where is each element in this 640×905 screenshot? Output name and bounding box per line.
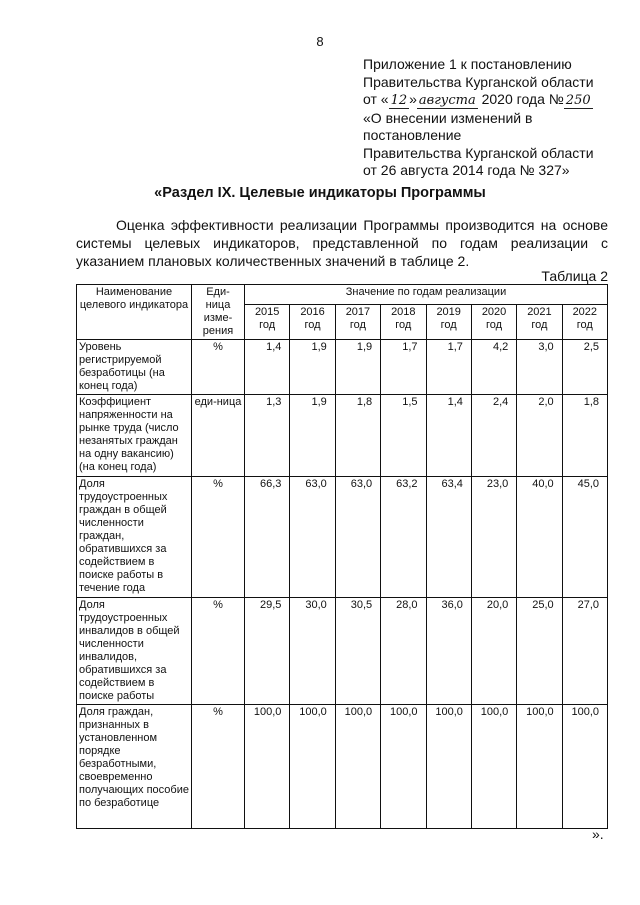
table-label: Таблица 2 xyxy=(541,268,608,284)
indicator-value: 36,0 xyxy=(426,598,471,705)
table-row xyxy=(77,395,608,477)
section-title: «Раздел IX. Целевые индикаторы Программы xyxy=(154,185,486,201)
indicator-value: 2,4 xyxy=(471,395,516,477)
indicator-value: 100,0 xyxy=(381,705,426,829)
date-mid: » xyxy=(409,91,417,107)
header-year: 2020 год xyxy=(471,304,516,339)
table-row xyxy=(77,340,608,395)
indicator-value: 63,2 xyxy=(381,477,426,598)
indicator-value: 2,0 xyxy=(517,395,562,477)
appendix-line-3 xyxy=(363,91,633,110)
indicator-value: 100,0 xyxy=(290,705,335,829)
indicator-value: 66,3 xyxy=(245,477,290,598)
indicator-value: 2,5 xyxy=(562,340,607,395)
header-year: 2018 год xyxy=(381,304,426,339)
indicator-value: 4,2 xyxy=(471,340,516,395)
header-unit: Еди-ница изме-рения xyxy=(192,285,245,340)
indicator-value: 100,0 xyxy=(517,705,562,829)
indicator-value: 1,4 xyxy=(426,395,471,477)
indicator-value: 30,5 xyxy=(335,598,380,705)
indicator-value: 23,0 xyxy=(471,477,516,598)
table-body xyxy=(77,340,608,829)
indicator-value: 100,0 xyxy=(471,705,516,829)
appendix-line-6: Правительства Курганской области xyxy=(363,144,594,161)
header-year: 2019 год xyxy=(426,304,471,339)
date-prefix: от « xyxy=(363,91,389,107)
indicator-value: 1,9 xyxy=(290,395,335,477)
header-year: 2016 год xyxy=(290,304,335,339)
intro-paragraph: Оценка эффективности реализации Программы производится на основе системы целевых индикаторов, представленной по годам реализации с указанием плановых количественных значений в таблице 2. xyxy=(76,217,608,269)
indicator-value: 63,4 xyxy=(426,477,471,598)
indicator-value: 1,7 xyxy=(381,340,426,395)
indicator-value: 1,9 xyxy=(335,340,380,395)
date-year: 2020 года № xyxy=(477,91,564,107)
indicator-value: 27,0 xyxy=(562,598,607,705)
table-row xyxy=(77,477,608,598)
appendix-line-1: Приложение 1 к постановлению xyxy=(363,56,572,72)
table-row xyxy=(77,598,608,705)
handwritten-month: августа xyxy=(418,93,476,108)
handwritten-number: 250 xyxy=(565,93,591,108)
appendix-line-4: «О внесении изменений в xyxy=(363,109,533,126)
indicator-value: 100,0 xyxy=(245,705,290,829)
header-values: Значение по годам реализации xyxy=(245,285,608,305)
indicator-value: 100,0 xyxy=(426,705,471,829)
indicator-value: 28,0 xyxy=(381,598,426,705)
indicator-value: 29,5 xyxy=(245,598,290,705)
header-name: Наименование целевого индикатора xyxy=(77,285,192,340)
header-year: 2021 год xyxy=(517,304,562,339)
header-year: 2022 год xyxy=(562,304,607,339)
indicator-value: 40,0 xyxy=(517,477,562,598)
indicator-value: 1,5 xyxy=(381,395,426,477)
indicator-value: 30,0 xyxy=(290,598,335,705)
indicators-table xyxy=(76,284,608,829)
indicator-value: 63,0 xyxy=(290,477,335,598)
indicator-unit: еди-ница xyxy=(192,395,245,477)
appendix-block xyxy=(363,56,633,180)
page-number: 8 xyxy=(316,34,324,49)
indicator-name: Уровень регистрируемой безработицы (на конец года) xyxy=(77,340,192,395)
indicator-value: 1,8 xyxy=(335,395,380,477)
indicator-value: 20,0 xyxy=(471,598,516,705)
indicator-value: 25,0 xyxy=(517,598,562,705)
indicator-value: 1,8 xyxy=(562,395,607,477)
indicator-value: 1,7 xyxy=(426,340,471,395)
indicator-value: 1,9 xyxy=(290,340,335,395)
indicator-value: 100,0 xyxy=(562,705,607,829)
closing-quote: ». xyxy=(592,826,604,842)
indicator-value: 63,0 xyxy=(335,477,380,598)
appendix-line-5: постановление xyxy=(363,127,462,143)
indicator-unit: % xyxy=(192,340,245,395)
indicator-name: Доля трудоустроенных граждан в общей численности граждан, обратившихся за содействием в поиске работы в течение года xyxy=(77,477,192,598)
indicator-unit: % xyxy=(192,705,245,829)
header-year: 2015 год xyxy=(245,304,290,339)
indicator-unit: % xyxy=(192,598,245,705)
appendix-line-2: Правительства Курганской области xyxy=(363,73,594,90)
appendix-line-7: от 26 августа 2014 года № 327» xyxy=(363,162,570,178)
indicator-name: Доля граждан, признанных в установленном порядке безработными, своевременно получающих пособие по безработице xyxy=(77,705,192,829)
indicator-name: Доля трудоустроенных инвалидов в общей численности инвалидов, обратившихся за содействием в поиске работы xyxy=(77,598,192,705)
indicator-value: 45,0 xyxy=(562,477,607,598)
indicator-value: 1,3 xyxy=(245,395,290,477)
handwritten-day: 12 xyxy=(390,93,408,108)
header-year: 2017 год xyxy=(335,304,380,339)
indicator-value: 100,0 xyxy=(335,705,380,829)
table-row xyxy=(77,705,608,829)
indicator-name: Коэффициент напряженности на рынке труда (число незанятых граждан на одну вакансию) (на конец года) xyxy=(77,395,192,477)
indicator-value: 1,4 xyxy=(245,340,290,395)
indicator-unit: % xyxy=(192,477,245,598)
indicator-value: 3,0 xyxy=(517,340,562,395)
